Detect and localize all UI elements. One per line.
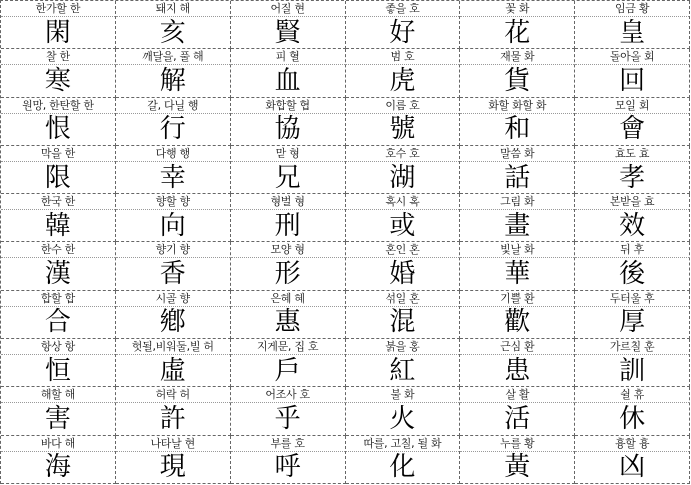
hanja-meaning-label: 은혜 혜 <box>231 291 345 307</box>
hanja-card <box>575 98 690 146</box>
hanja-meaning-label: 한가할 한 <box>1 1 115 17</box>
hanja-meaning-label: 원망, 한탄할 한 <box>1 98 115 114</box>
hanja-meaning-label: 호수 호 <box>346 146 460 162</box>
hanja-card <box>116 436 231 484</box>
hanja-character: 後 <box>619 259 646 290</box>
hanja-character: 許 <box>159 404 186 435</box>
hanja-card <box>1 387 116 435</box>
hanja-card <box>460 194 575 242</box>
hanja-meaning-label: 갈, 다닐 행 <box>116 98 230 114</box>
hanja-character: 婚 <box>389 259 416 290</box>
hanja-meaning-label: 기쁠 환 <box>460 291 574 307</box>
hanja-character: 害 <box>44 404 71 435</box>
hanja-character: 恒 <box>44 355 71 386</box>
hanja-character: 好 <box>389 17 416 48</box>
hanja-character: 刑 <box>274 210 301 241</box>
hanja-card <box>460 436 575 484</box>
hanja-card <box>231 98 346 146</box>
hanja-meaning-label: 형벌 형 <box>231 194 345 210</box>
hanja-card <box>231 291 346 339</box>
hanja-card <box>346 291 461 339</box>
hanja-meaning-label: 빛날 화 <box>460 242 574 258</box>
hanja-card <box>231 146 346 194</box>
hanja-card <box>231 242 346 290</box>
hanja-meaning-label: 모양 형 <box>231 242 345 258</box>
hanja-meaning-label: 혼인 혼 <box>346 242 460 258</box>
hanja-meaning-label: 합할 합 <box>1 291 115 307</box>
hanja-character: 限 <box>44 162 71 193</box>
hanja-card <box>1 194 116 242</box>
hanja-card <box>460 339 575 387</box>
hanja-meaning-label: 막을 한 <box>1 146 115 162</box>
hanja-meaning-label: 돼지 해 <box>116 1 230 17</box>
hanja-character: 協 <box>274 114 301 145</box>
hanja-card <box>460 98 575 146</box>
hanja-character: 兄 <box>274 162 301 193</box>
hanja-character: 恨 <box>44 114 71 145</box>
hanja-card <box>460 291 575 339</box>
hanja-character: 紅 <box>389 355 416 386</box>
hanja-character: 解 <box>159 65 186 96</box>
hanja-card <box>116 194 231 242</box>
hanja-card <box>116 49 231 97</box>
hanja-meaning-label: 흉할 흉 <box>575 436 689 452</box>
hanja-meaning-label: 살 활 <box>460 387 574 403</box>
hanja-character: 活 <box>504 404 531 435</box>
hanja-card <box>460 242 575 290</box>
hanja-character: 呼 <box>274 452 301 483</box>
hanja-card <box>1 98 116 146</box>
hanja-card <box>231 387 346 435</box>
hanja-card <box>116 339 231 387</box>
hanja-meaning-label: 뒤 후 <box>575 242 689 258</box>
hanja-meaning-label: 향기 향 <box>116 242 230 258</box>
hanja-meaning-label: 부를 호 <box>231 436 345 452</box>
hanja-meaning-label: 화할 화할 화 <box>460 98 574 114</box>
hanja-character: 香 <box>159 259 186 290</box>
hanja-character: 凶 <box>619 452 646 483</box>
hanja-character: 話 <box>504 162 531 193</box>
hanja-character: 混 <box>389 307 416 338</box>
hanja-meaning-label: 화합할 협 <box>231 98 345 114</box>
hanja-meaning-label: 근심 환 <box>460 339 574 355</box>
hanja-meaning-label: 피 혈 <box>231 49 345 65</box>
hanja-card <box>1 242 116 290</box>
hanja-character: 休 <box>619 404 646 435</box>
hanja-card <box>575 387 690 435</box>
hanja-card <box>575 291 690 339</box>
hanja-meaning-label: 누를 황 <box>460 436 574 452</box>
hanja-meaning-label: 가르칠 훈 <box>575 339 689 355</box>
hanja-card <box>460 387 575 435</box>
hanja-meaning-label: 따를, 고칠, 될 화 <box>346 436 460 452</box>
hanja-meaning-label: 한국 한 <box>1 194 115 210</box>
hanja-character: 寒 <box>44 65 71 96</box>
hanja-meaning-label: 붉을 홍 <box>346 339 460 355</box>
hanja-character: 孝 <box>619 162 646 193</box>
hanja-character: 或 <box>389 210 416 241</box>
hanja-card <box>575 194 690 242</box>
hanja-card <box>575 436 690 484</box>
hanja-meaning-label: 나타날 현 <box>116 436 230 452</box>
hanja-card <box>346 49 461 97</box>
hanja-card <box>575 49 690 97</box>
hanja-meaning-label: 시골 향 <box>116 291 230 307</box>
hanja-character: 乎 <box>274 404 301 435</box>
hanja-card <box>1 291 116 339</box>
hanja-character: 畫 <box>504 210 531 241</box>
hanja-meaning-label: 섞일 혼 <box>346 291 460 307</box>
hanja-meaning-label: 헛될,비워둘,빌 허 <box>116 339 230 355</box>
hanja-meaning-label: 한수 한 <box>1 242 115 258</box>
hanja-character: 和 <box>504 114 531 145</box>
hanja-meaning-label: 좋을 호 <box>346 1 460 17</box>
hanja-meaning-label: 찰 한 <box>1 49 115 65</box>
hanja-card <box>575 1 690 49</box>
hanja-card <box>231 1 346 49</box>
hanja-character: 虎 <box>389 65 416 96</box>
hanja-card <box>231 436 346 484</box>
hanja-card <box>346 242 461 290</box>
hanja-character: 回 <box>619 65 646 96</box>
hanja-meaning-label: 말씀 화 <box>460 146 574 162</box>
hanja-card <box>460 146 575 194</box>
hanja-character: 形 <box>274 259 301 290</box>
hanja-card <box>346 1 461 49</box>
hanja-card <box>231 49 346 97</box>
hanja-card <box>575 339 690 387</box>
hanja-character: 韓 <box>44 210 71 241</box>
hanja-card <box>231 339 346 387</box>
hanja-card <box>231 194 346 242</box>
hanja-character: 閑 <box>44 17 71 48</box>
hanja-character: 漢 <box>44 259 71 290</box>
hanja-card <box>1 146 116 194</box>
hanja-card <box>575 146 690 194</box>
hanja-character: 華 <box>504 259 531 290</box>
hanja-character: 海 <box>44 452 71 483</box>
hanja-meaning-label: 깨달을, 풀 해 <box>116 49 230 65</box>
hanja-meaning-label: 꽃 화 <box>460 1 574 17</box>
hanja-meaning-label: 임금 황 <box>575 1 689 17</box>
hanja-card <box>346 98 461 146</box>
hanja-character: 貨 <box>504 65 531 96</box>
hanja-meaning-label: 맏 형 <box>231 146 345 162</box>
hanja-meaning-label: 항상 항 <box>1 339 115 355</box>
hanja-card <box>116 387 231 435</box>
hanja-character: 訓 <box>619 355 646 386</box>
hanja-card <box>1 1 116 49</box>
hanja-meaning-label: 어질 현 <box>231 1 345 17</box>
hanja-card <box>1 339 116 387</box>
hanja-character: 火 <box>389 404 416 435</box>
hanja-character: 血 <box>274 65 301 96</box>
hanja-card <box>116 1 231 49</box>
hanja-meaning-label: 불 화 <box>346 387 460 403</box>
hanja-character: 患 <box>504 355 531 386</box>
hanja-meaning-label: 다행 행 <box>116 146 230 162</box>
hanja-card <box>116 291 231 339</box>
hanja-card <box>346 339 461 387</box>
hanja-meaning-label: 그림 화 <box>460 194 574 210</box>
hanja-card <box>575 242 690 290</box>
hanja-meaning-label: 허락 허 <box>116 387 230 403</box>
hanja-character: 亥 <box>159 17 186 48</box>
hanja-meaning-label: 이름 호 <box>346 98 460 114</box>
hanja-character: 黃 <box>504 452 531 483</box>
hanja-character: 賢 <box>274 17 301 48</box>
hanja-character: 厚 <box>619 307 646 338</box>
hanja-character: 現 <box>159 452 186 483</box>
hanja-card <box>1 436 116 484</box>
hanja-card <box>346 387 461 435</box>
hanja-meaning-label: 재물 화 <box>460 49 574 65</box>
hanja-meaning-label: 쉴 휴 <box>575 387 689 403</box>
hanja-character: 合 <box>44 307 71 338</box>
hanja-meaning-label: 향할 향 <box>116 194 230 210</box>
hanja-meaning-label: 지게문, 집 호 <box>231 339 345 355</box>
hanja-character: 皇 <box>619 17 646 48</box>
hanja-character: 效 <box>619 210 646 241</box>
hanja-card <box>116 98 231 146</box>
hanja-meaning-label: 돌아올 회 <box>575 49 689 65</box>
hanja-character: 虛 <box>159 355 186 386</box>
hanja-character: 會 <box>619 114 646 145</box>
hanja-card <box>346 436 461 484</box>
hanja-character: 號 <box>389 114 416 145</box>
hanja-character: 花 <box>504 17 531 48</box>
hanja-character: 惠 <box>274 307 301 338</box>
hanja-meaning-label: 본받을 효 <box>575 194 689 210</box>
hanja-card <box>460 1 575 49</box>
hanja-character: 行 <box>159 114 186 145</box>
hanja-card <box>460 49 575 97</box>
hanja-meaning-label: 범 호 <box>346 49 460 65</box>
hanja-card <box>346 194 461 242</box>
hanja-character: 向 <box>159 210 186 241</box>
hanja-character: 幸 <box>159 162 186 193</box>
hanja-meaning-label: 어조사 호 <box>231 387 345 403</box>
hanja-character: 鄕 <box>159 307 186 338</box>
hanja-meaning-label: 혹시 혹 <box>346 194 460 210</box>
hanja-card <box>346 146 461 194</box>
hanja-character: 歡 <box>504 307 531 338</box>
hanja-meaning-label: 모일 회 <box>575 98 689 114</box>
hanja-meaning-label: 바다 해 <box>1 436 115 452</box>
hanja-meaning-label: 두터울 후 <box>575 291 689 307</box>
hanja-character: 戶 <box>274 355 301 386</box>
hanja-meaning-label: 해할 해 <box>1 387 115 403</box>
hanja-meaning-label: 효도 효 <box>575 146 689 162</box>
hanja-character: 湖 <box>389 162 416 193</box>
hanja-card <box>116 146 231 194</box>
hanja-card <box>1 49 116 97</box>
hanja-card <box>116 242 231 290</box>
hanja-character: 化 <box>389 452 416 483</box>
